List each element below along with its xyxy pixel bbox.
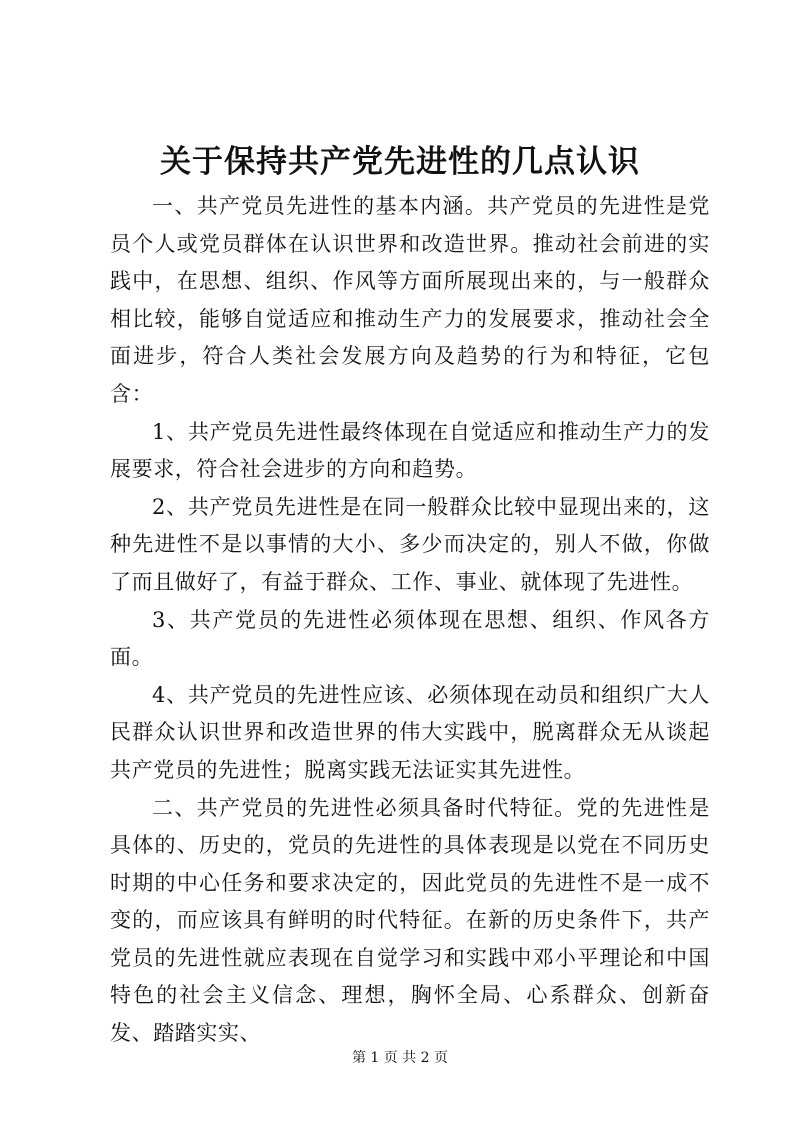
paragraph: 1、共产党员先进性最终体现在自觉适应和推动生产力的发展要求，符合社会进步的方向和趋势。: [110, 419, 710, 482]
document-title: 关于保持共产党先进性的几点认识: [160, 144, 640, 180]
paragraph: 3、共产党员的先进性必须体现在思想、组织、作风各方面。: [110, 607, 710, 670]
page-number-footer: 第 1 页 共 2 页: [351, 1050, 449, 1066]
paragraph: 二、共产党员的先进性必须具备时代特征。党的先进性是具体的、历史的，党员的先进性的具体表现是以党在不同历史时期的中心任务和要求决定的，因此党员的先进性不是一成不变的，而应该具有鲜明的时代特征。在新的历史条件下，共产党员的先进性就应表现在自觉学习和实践中邓小平理论和中国特色的社会主义信念、理想，胸怀全局、心系群众、创新奋发、踏踏实实、: [110, 795, 710, 1046]
paragraph: 2、共产党员先进性是在同一般群众比较中显现出来的，这种先进性不是以事情的大小、多少而决定的，别人不做，你做了而且做好了，有益于群众、工作、事业、就体现了先进性。: [110, 494, 710, 594]
paragraph: 4、共产党员的先进性应该、必须体现在动员和组织广大人民群众认识世界和改造世界的伟大实践中，脱离群众无从谈起共产党员的先进性；脱离实践无法证实其先进性。: [110, 682, 710, 782]
paragraph: 一、共产党员先进性的基本内涵。共产党员的先进性是党员个人或党员群体在认识世界和改造世界。推动社会前进的实践中，在思想、组织、作风等方面所展现出来的，与一般群众相比较，能够自觉适应和推动生产力的发展要求，推动社会全面进步，符合人类社会发展方向及趋势的行为和特征，它包含：: [110, 194, 710, 406]
document-body: [110, 188, 710, 1053]
